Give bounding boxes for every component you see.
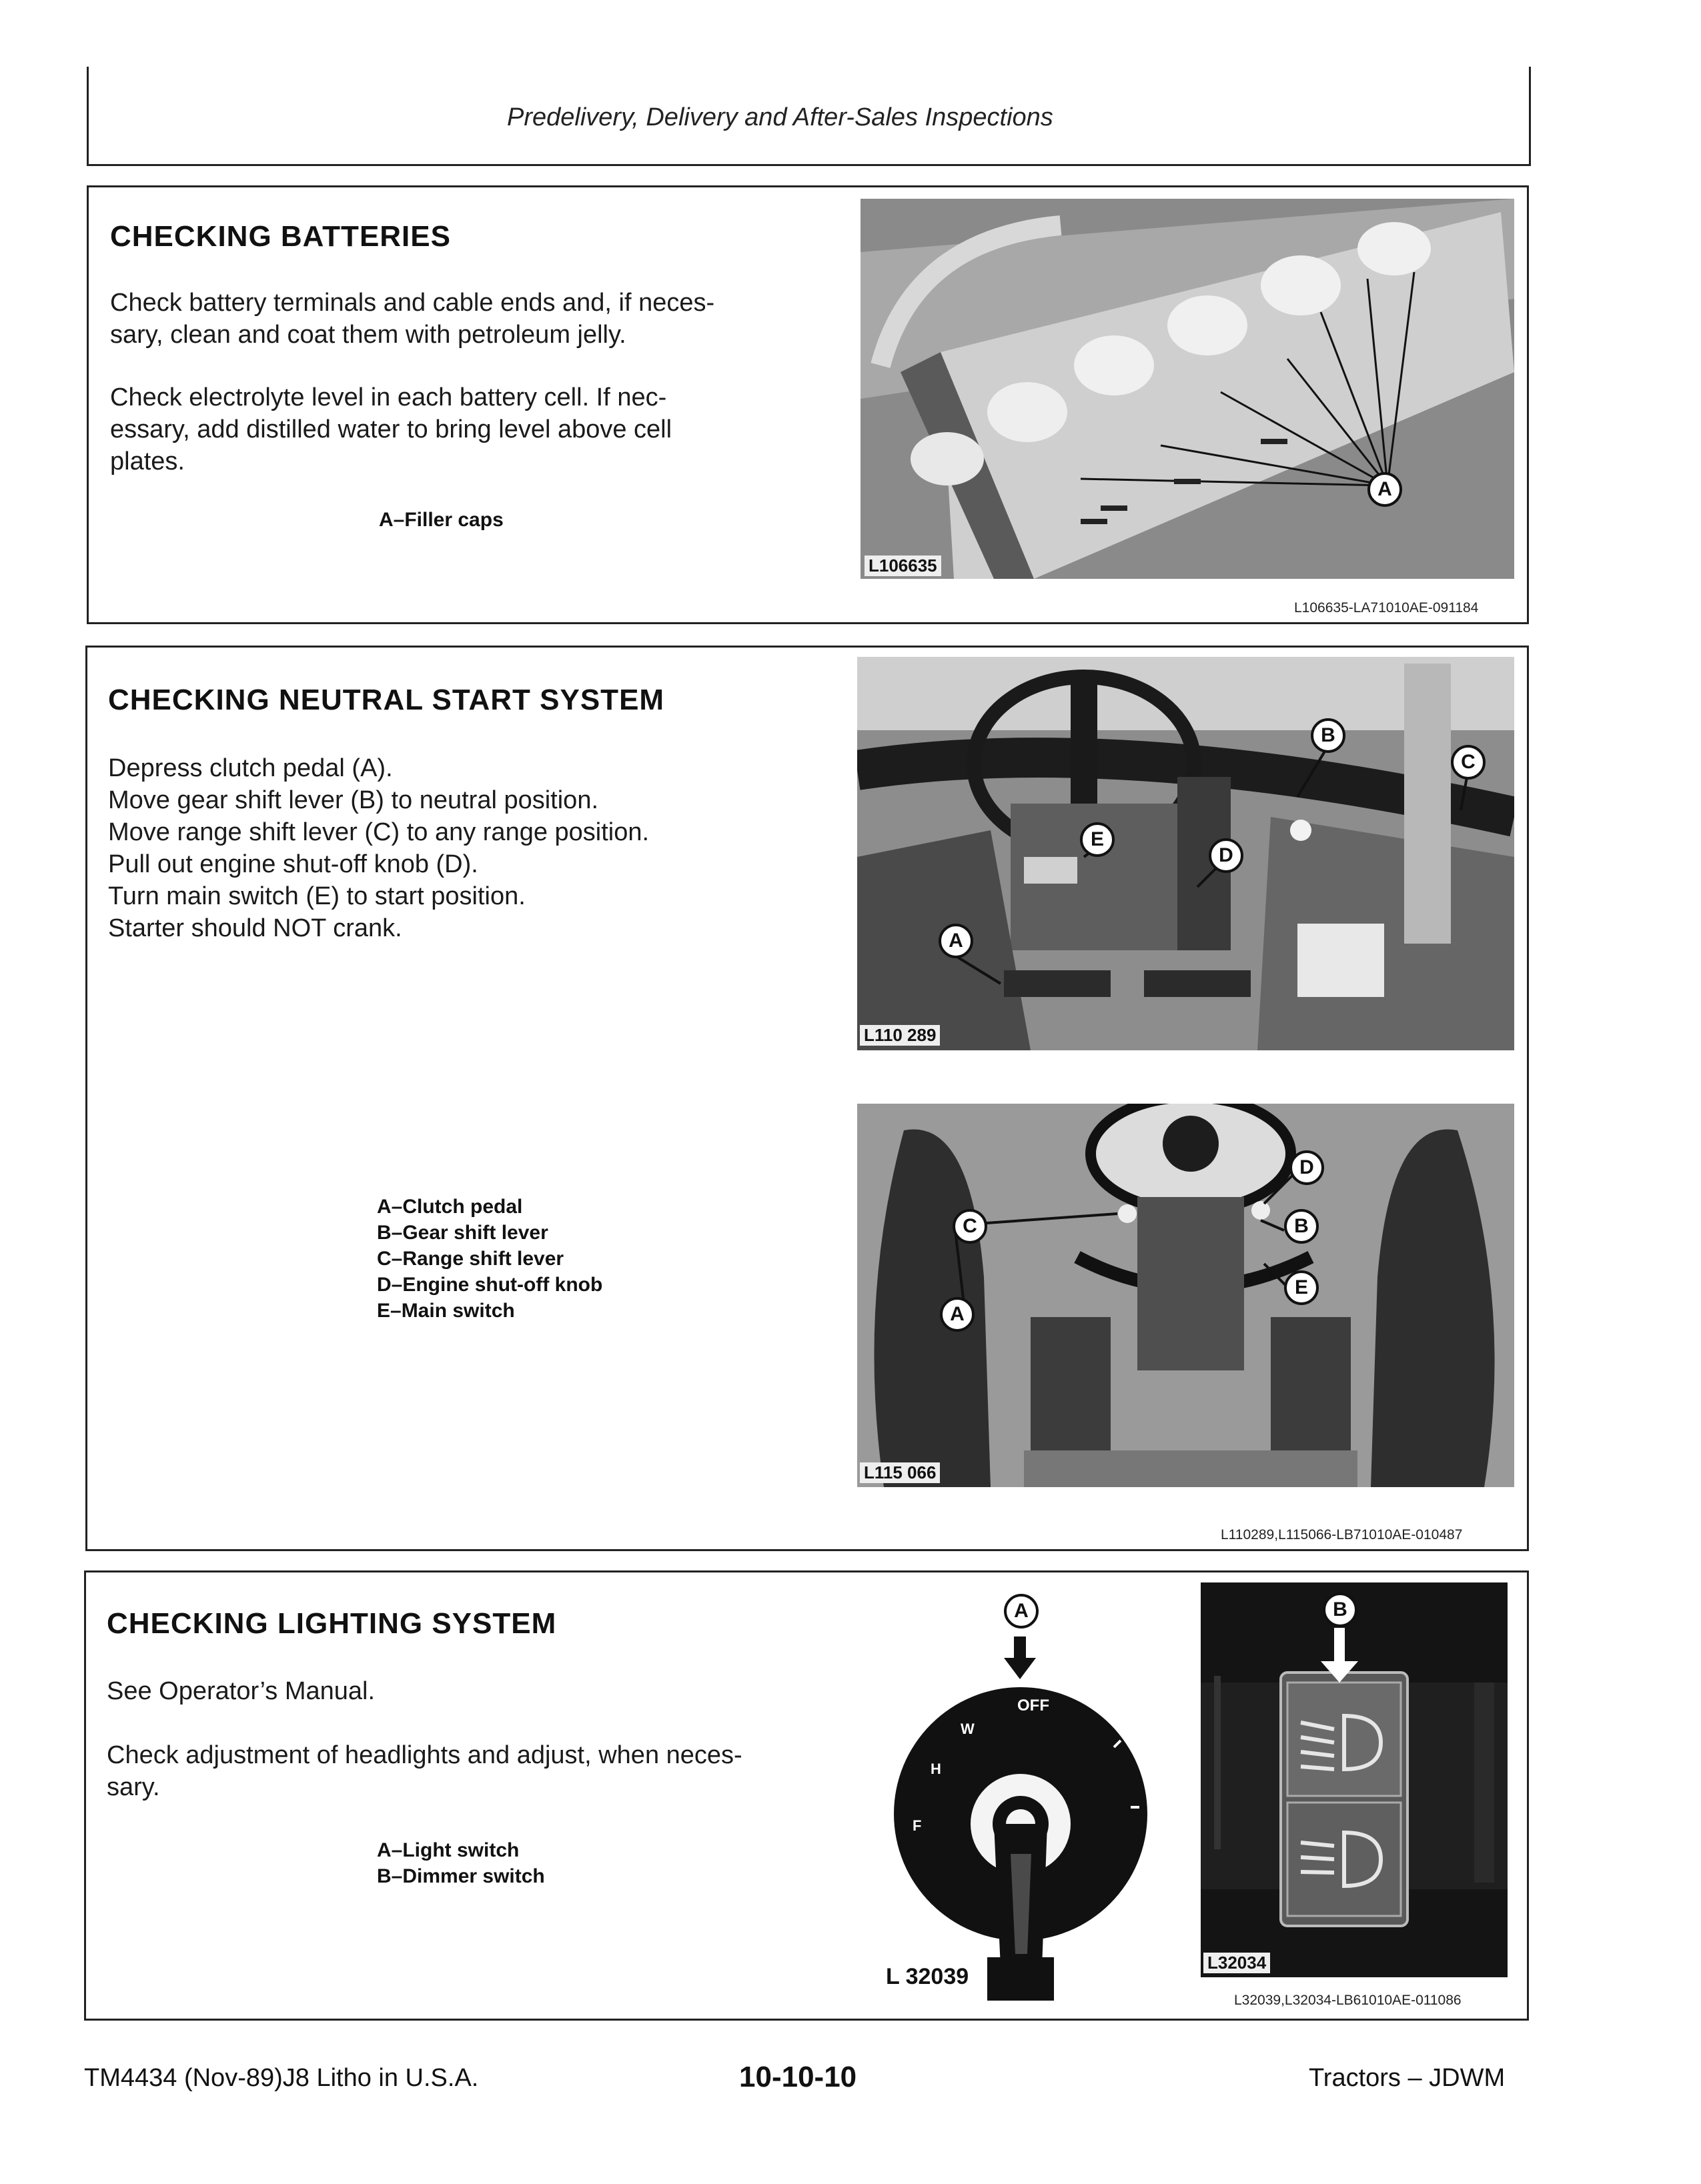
batteries-paragraph-1: Check battery terminals and cable ends and, if neces- sary, clean and coat them with petroleum jelly. (110, 289, 715, 349)
legend-item: A–Filler caps (379, 509, 504, 531)
legend-item: B–Dimmer switch (377, 1865, 545, 1887)
cab-photo (857, 657, 1514, 1050)
callout-c: C (1451, 745, 1486, 780)
dimmer-switch-photo-label: L32034 (1203, 1953, 1270, 1973)
lighting-title: CHECKING LIGHTING SYSTEM (107, 1607, 557, 1640)
page-header-title: Predelivery, Delivery and After-Sales Inspections (507, 103, 1053, 131)
neutral-start-title: CHECKING NEUTRAL START SYSTEM (108, 684, 665, 716)
neutral-start-reference-code: L110289,L115066-LB71010AE-010487 (1221, 1527, 1463, 1542)
seat-view-photo-image (857, 1104, 1514, 1487)
callout-c: C (953, 1209, 987, 1244)
callout-a: A (940, 1297, 975, 1332)
batteries-legend (379, 507, 504, 533)
legend-item: B–Gear shift lever (377, 1222, 548, 1244)
step-item: Pull out engine shut-off knob (D). (108, 850, 478, 878)
batteries-title: CHECKING BATTERIES (110, 220, 451, 253)
dimmer-switch-image (1201, 1582, 1508, 1977)
callout-e: E (1080, 822, 1115, 857)
lighting-paragraph-1: See Operator’s Manual. (107, 1677, 376, 1705)
step-item: Depress clutch pedal (A). (108, 754, 393, 782)
seat-view-photo-label: L115 066 (860, 1462, 940, 1483)
switch-position-f: F (913, 1817, 922, 1834)
callout-a: A (1004, 1594, 1039, 1628)
callout-b: B (1323, 1592, 1357, 1627)
legend-item: D–Engine shut-off knob (377, 1274, 603, 1296)
cab-photo-label: L110 289 (860, 1025, 940, 1046)
battery-photo-label: L106635 (865, 556, 941, 576)
callout-d: D (1209, 838, 1243, 873)
neutral-start-steps (108, 752, 649, 944)
batteries-paragraph-2: Check electrolyte level in each battery cell. If nec- essary, add distilled water to bring level above cell plates. (110, 383, 672, 475)
switch-position-w: W (961, 1721, 975, 1737)
light-switch-illustration (867, 1594, 1174, 2001)
callout-a: A (1367, 472, 1402, 507)
footer-product-name: Tractors – JDWM (1309, 2064, 1506, 2092)
step-item: Move gear shift lever (B) to neutral position. (108, 786, 599, 814)
header-right-rule (1529, 67, 1531, 165)
light-switch-label: L 32039 (886, 1964, 969, 1989)
callout-b: B (1311, 718, 1345, 753)
header-left-rule (87, 67, 89, 165)
switch-position-off: OFF (1017, 1697, 1049, 1715)
callout-b: B (1284, 1209, 1319, 1244)
footer-page-number: 10-10-10 (739, 2061, 857, 2093)
battery-photo-image (861, 199, 1514, 579)
battery-photo (861, 199, 1514, 579)
legend-item: A–Clutch pedal (377, 1196, 523, 1218)
step-item: Turn main switch (E) to start position. (108, 882, 526, 910)
cab-photo-image (857, 657, 1514, 1050)
step-item: Starter should NOT crank. (108, 914, 402, 942)
seat-view-photo (857, 1104, 1514, 1487)
callout-e: E (1284, 1270, 1319, 1305)
neutral-start-legend (377, 1194, 602, 1324)
legend-item: E–Main switch (377, 1300, 515, 1322)
callout-a: A (939, 924, 973, 958)
lighting-reference-code: L32039,L32034-LB61010AE-011086 (1234, 1993, 1462, 2008)
header-bottom-rule (87, 164, 1531, 166)
step-item: Move range shift lever (C) to any range position. (108, 818, 650, 846)
lighting-legend (377, 1837, 545, 1889)
footer-publication-info: TM4434 (Nov-89)J8 Litho in U.S.A. (84, 2064, 479, 2092)
lighting-paragraph-2: Check adjustment of headlights and adjust, when neces- sary. (107, 1741, 742, 1801)
callout-d: D (1289, 1150, 1324, 1185)
light-switch-image (867, 1594, 1174, 2001)
legend-item: C–Range shift lever (377, 1248, 564, 1270)
legend-item: A–Light switch (377, 1839, 520, 1861)
switch-position-h: H (931, 1761, 941, 1777)
dimmer-switch-photo (1201, 1582, 1508, 1977)
batteries-reference-code: L106635-LA71010AE-091184 (1294, 600, 1479, 616)
